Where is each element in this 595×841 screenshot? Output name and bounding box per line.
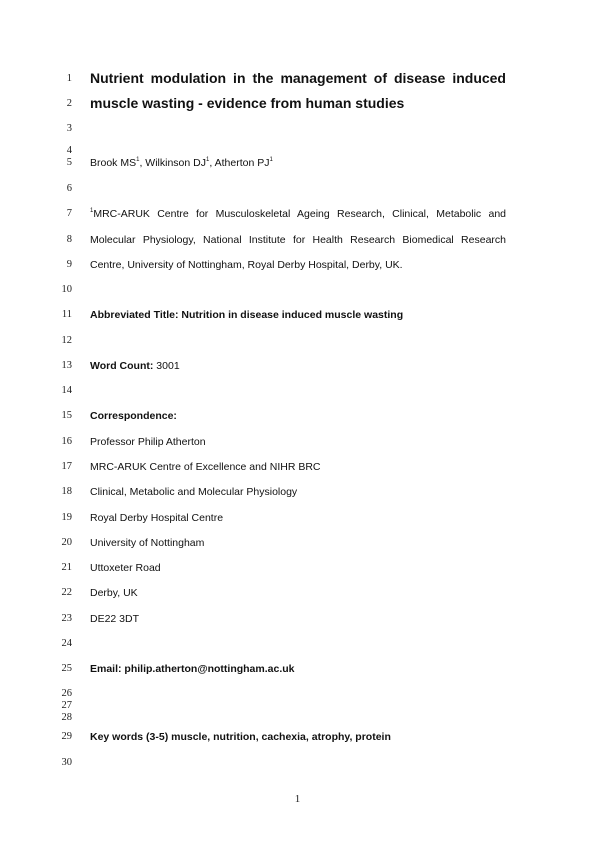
line-number: 25 (61, 663, 72, 674)
line-number: 24 (61, 638, 72, 649)
line-number: 2 (66, 98, 72, 109)
line-number: 15 (61, 410, 72, 421)
line-number: 20 (61, 537, 72, 548)
line-number: 18 (61, 486, 72, 497)
line-number: 26 (61, 688, 72, 699)
author-name: Brook MS (90, 157, 137, 169)
affiliation-line-3: Centre, University of Nottingham, Royal Derby Hospital, Derby, UK. (90, 259, 403, 271)
line-number: 3 (66, 123, 72, 134)
line-number: 16 (61, 436, 72, 447)
affiliation-line-1 (90, 208, 506, 220)
line-number: 19 (61, 512, 72, 523)
email-line: Email: philip.atherton@nottingham.ac.uk (90, 663, 295, 675)
line-number: 23 (61, 613, 72, 624)
word-count-label: Word Count: (90, 360, 154, 372)
author-list (90, 157, 273, 169)
line-number: 5 (66, 157, 72, 168)
line-number: 29 (61, 731, 72, 742)
line-number: 11 (61, 309, 72, 320)
author-separator: , (209, 157, 215, 169)
affiliation-text: MRC-ARUK Centre for Musculoskeletal Ageing Research, Clinical, Metabolic and (93, 208, 506, 220)
author-affiliation-marker: 1 (136, 157, 140, 163)
address-line: MRC-ARUK Centre of Excellence and NIHR BRC (90, 461, 321, 473)
line-number: 9 (66, 259, 72, 270)
line-number: 7 (66, 208, 72, 219)
line-number: 13 (61, 360, 72, 371)
line-number: 22 (61, 587, 72, 598)
keywords-line: Key words (3-5) muscle, nutrition, cachexia, atrophy, protein (90, 731, 391, 743)
abbreviated-title: Abbreviated Title: Nutrition in disease induced muscle wasting (90, 309, 404, 321)
word-count (90, 360, 180, 372)
paper-title-line-2: muscle wasting - evidence from human studies (90, 95, 405, 111)
line-number: 4 (66, 145, 72, 156)
line-number: 6 (66, 183, 72, 194)
line-number: 1 (66, 73, 72, 84)
line-number: 10 (61, 284, 72, 295)
author-name: Atherton PJ (214, 157, 270, 169)
author-affiliation-marker: 1 (269, 157, 273, 163)
author-separator: , (139, 157, 146, 169)
affiliation-line-2: Molecular Physiology, National Institute for Health Research Biomedical Research (90, 234, 506, 246)
page-number: 1 (294, 793, 301, 805)
address-line: Uttoxeter Road (90, 562, 161, 574)
line-number: 8 (66, 234, 72, 245)
paper-title-line-1: Nutrient modulation in the management of disease induced (90, 70, 506, 86)
correspondence-heading: Correspondence: (90, 410, 177, 422)
address-line: DE22 3DT (90, 613, 140, 625)
line-number: 12 (61, 335, 72, 346)
address-line: University of Nottingham (90, 537, 205, 549)
author-name: Wilkinson DJ (145, 157, 206, 169)
word-count-value: 3001 (156, 360, 180, 372)
line-number: 27 (61, 700, 72, 711)
line-number: 21 (61, 562, 72, 573)
affiliation-marker: 1 (90, 208, 94, 214)
line-number: 17 (61, 461, 72, 472)
address-line: Professor Philip Atherton (90, 436, 206, 448)
author-affiliation-marker: 1 (205, 157, 210, 163)
line-number: 28 (61, 712, 72, 723)
address-line: Derby, UK (90, 587, 138, 599)
address-line: Royal Derby Hospital Centre (90, 512, 224, 524)
line-number: 14 (61, 385, 72, 396)
line-number: 30 (61, 757, 72, 768)
address-line: Clinical, Metabolic and Molecular Physiology (90, 486, 298, 498)
